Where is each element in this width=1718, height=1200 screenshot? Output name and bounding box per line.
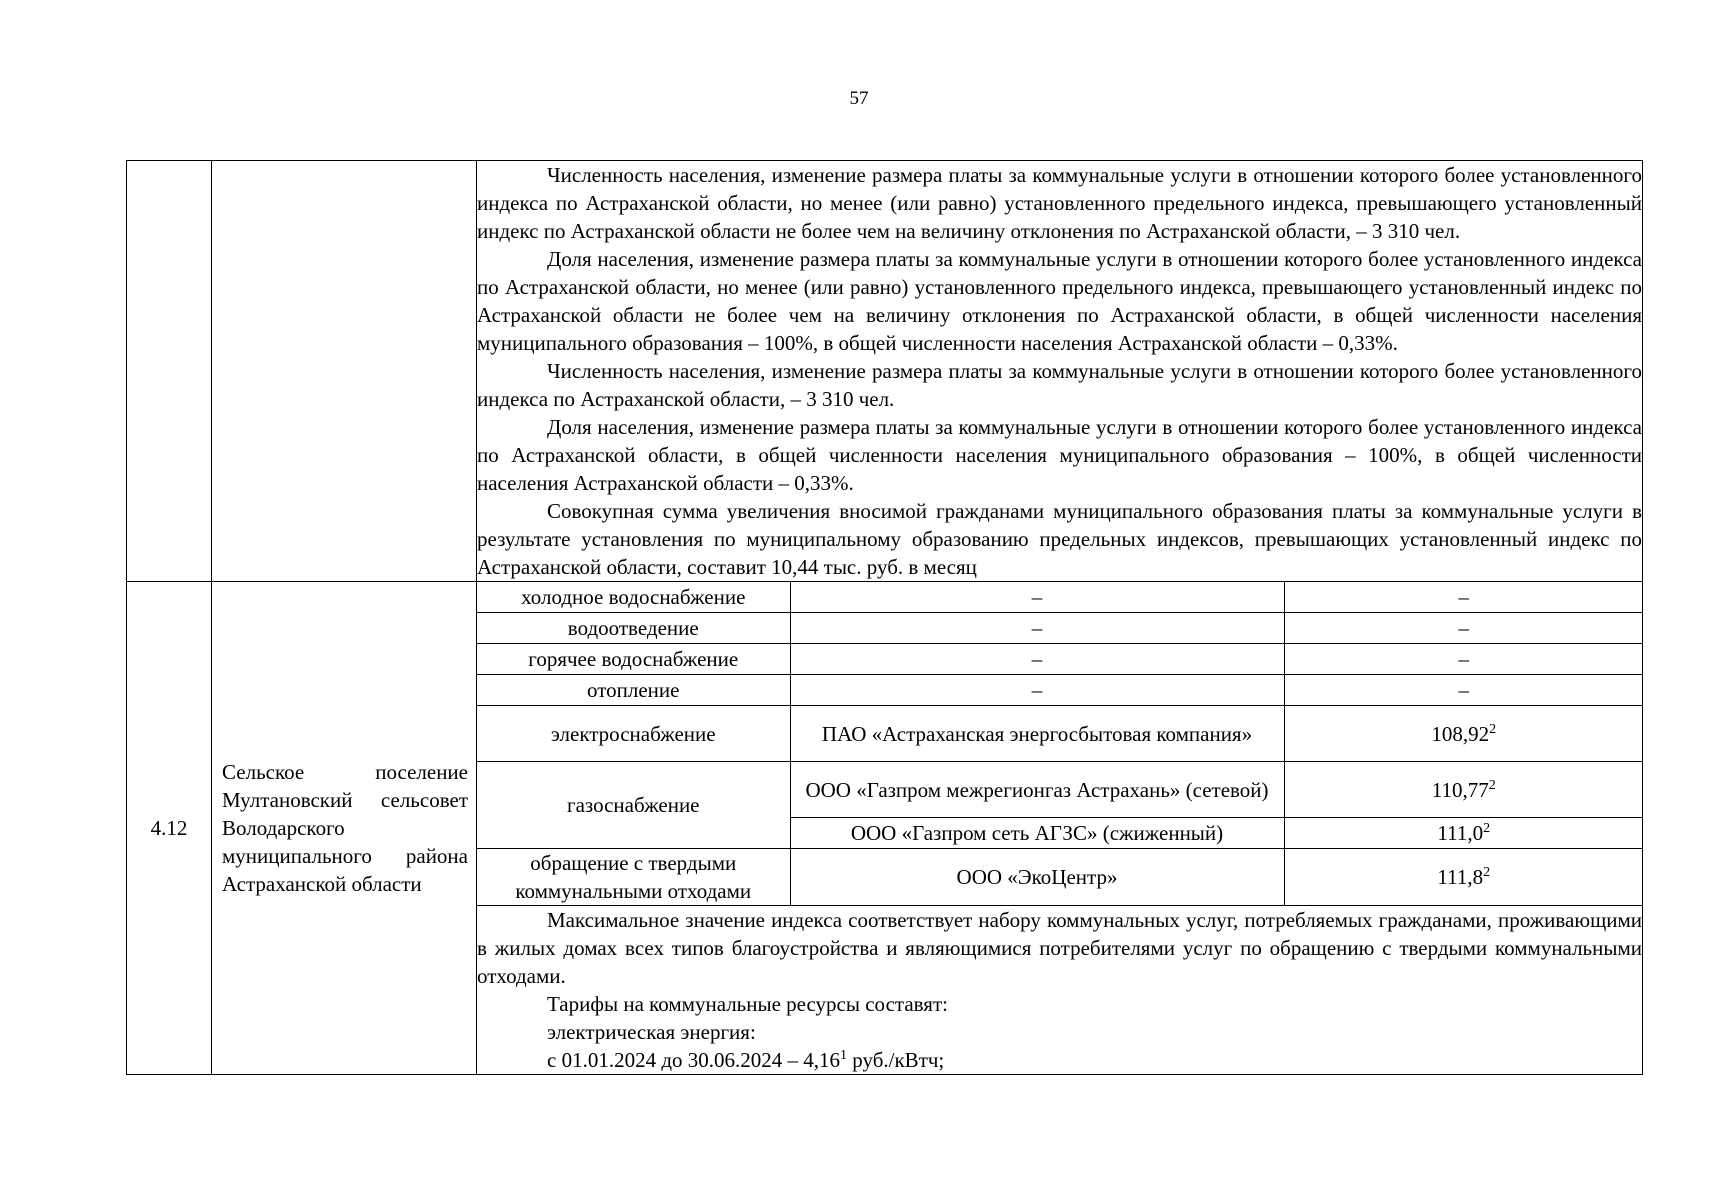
service-name: отопление <box>477 675 790 706</box>
service-provider: – <box>790 582 1284 613</box>
tariff-period-line <box>477 1046 1642 1074</box>
service-name: холодное водоснабжение <box>477 582 790 613</box>
service-index-value: – <box>1284 613 1643 644</box>
services-cell <box>477 582 1643 906</box>
index-number: 111,0 <box>1437 821 1484 845</box>
service-provider: ООО «ЭкоЦентр» <box>790 849 1284 906</box>
row-number: 4.12 <box>127 582 212 1075</box>
services-table <box>477 582 1643 905</box>
tariff-table <box>126 160 1643 1075</box>
paragraph: Тарифы на коммунальные ресурсы составят: <box>547 992 948 1016</box>
paragraph: электрическая энергия: <box>547 1020 756 1044</box>
service-row-sewerage <box>477 613 1643 644</box>
service-provider: – <box>790 613 1284 644</box>
paragraph: Численность населения, изменение размера платы за коммунальные услуги в отношении которого более установленного индекса по Астраханской области, – 3 310 чел. <box>477 359 1642 411</box>
paragraph: Доля населения, изменение размера платы за коммунальные услуги в отношении которого более установленного индекса по Астраханской области, но менее (или равно) установленного предельного индекса, превышающего установленный индекс по Астраханской области не более чем на величину отклонения по Астраханской области, в общей численности населения муниципального образования – 100%, в общей численности населения Астраханской области – 0,33%. <box>477 247 1642 355</box>
service-name: горячее водоснабжение <box>477 644 790 675</box>
footnote-marker: 2 <box>1489 721 1497 737</box>
page-number: 57 <box>849 88 869 109</box>
paragraph: Численность населения, изменение размера платы за коммунальные услуги в отношении которого более установленного индекса по Астраханской области, но менее (или равно) установленного предельного индекса, превышающего установленный индекс по Астраханской области не более чем на величину отклонения по Астраханской области, – 3 310 чел. <box>477 163 1642 243</box>
table-row-4-12 <box>127 582 1643 906</box>
service-index-value: – <box>1284 582 1643 613</box>
continuation-text-cell <box>477 161 1643 582</box>
index-number: 108,92 <box>1431 721 1490 746</box>
service-index-value <box>1284 762 1643 818</box>
index-number: 110,77 <box>1431 777 1489 802</box>
service-provider: – <box>790 675 1284 706</box>
footnote-marker: 2 <box>1488 777 1496 793</box>
service-row-cold-water <box>477 582 1643 613</box>
service-index-value <box>1284 849 1643 906</box>
tariff-unit: руб./кВтч; <box>847 1048 945 1072</box>
paragraph: Доля населения, изменение размера платы за коммунальные услуги в отношении которого более установленного индекса по Астраханской области, в общей численности населения муниципального образования – 100%, в общей численности населения Астраханской области – 0,33%. <box>477 415 1642 495</box>
footnote-marker: 2 <box>1483 821 1491 836</box>
paragraph: Максимальное значение индекса соответствует набору коммунальных услуг, потребляемых гражданами, проживающими в жилых домах всех типов благоустройства и являющимися потребителями услуг по обращению с твердыми коммунальными отходами. <box>477 908 1642 988</box>
footnote-marker: 2 <box>1483 865 1491 880</box>
service-row-gas-network <box>477 762 1643 818</box>
service-provider: ПАО «Астраханская энергосбытовая компания» <box>790 706 1284 762</box>
index-number: 111,8 <box>1437 865 1484 889</box>
notes-text-cell <box>477 906 1643 1075</box>
tariff-period-text: с 01.01.2024 до 30.06.2024 – 4,16 <box>547 1048 841 1072</box>
service-row-hot-water <box>477 644 1643 675</box>
settlement-name: Сельское поселение Мултановский сельсовет Володарского муниципального района Астраханской области <box>212 582 477 1075</box>
footnote-marker: 1 <box>840 1048 848 1063</box>
service-provider: ООО «Газпром сеть АГЗС» (сжиженный) <box>790 818 1284 849</box>
table-row-continuation <box>127 161 1643 582</box>
service-index-value <box>1284 706 1643 762</box>
service-provider: ООО «Газпром межрегионгаз Астрахань» (сетевой) <box>790 762 1284 818</box>
service-name: газоснабжение <box>477 762 790 849</box>
service-row-heating <box>477 675 1643 706</box>
service-name: водоотведение <box>477 613 790 644</box>
empty-number-cell <box>127 161 212 582</box>
service-index-value <box>1284 818 1643 849</box>
service-index-value: – <box>1284 644 1643 675</box>
service-index-value: – <box>1284 675 1643 706</box>
service-provider: – <box>790 644 1284 675</box>
paragraph: Совокупная сумма увеличения вносимой гражданами муниципального образования платы за коммунальные услуги в результате установления по муниципальному образованию предельных индексов, превышающих установленный индекс по Астраханской области, составит 10,44 тыс. руб. в месяц <box>477 499 1642 579</box>
service-name: электроснабжение <box>477 706 790 762</box>
service-name: обращение с твердыми коммунальными отходами <box>477 849 790 906</box>
empty-settlement-cell <box>212 161 477 582</box>
service-row-solid-waste <box>477 849 1643 906</box>
service-row-electricity <box>477 706 1643 762</box>
